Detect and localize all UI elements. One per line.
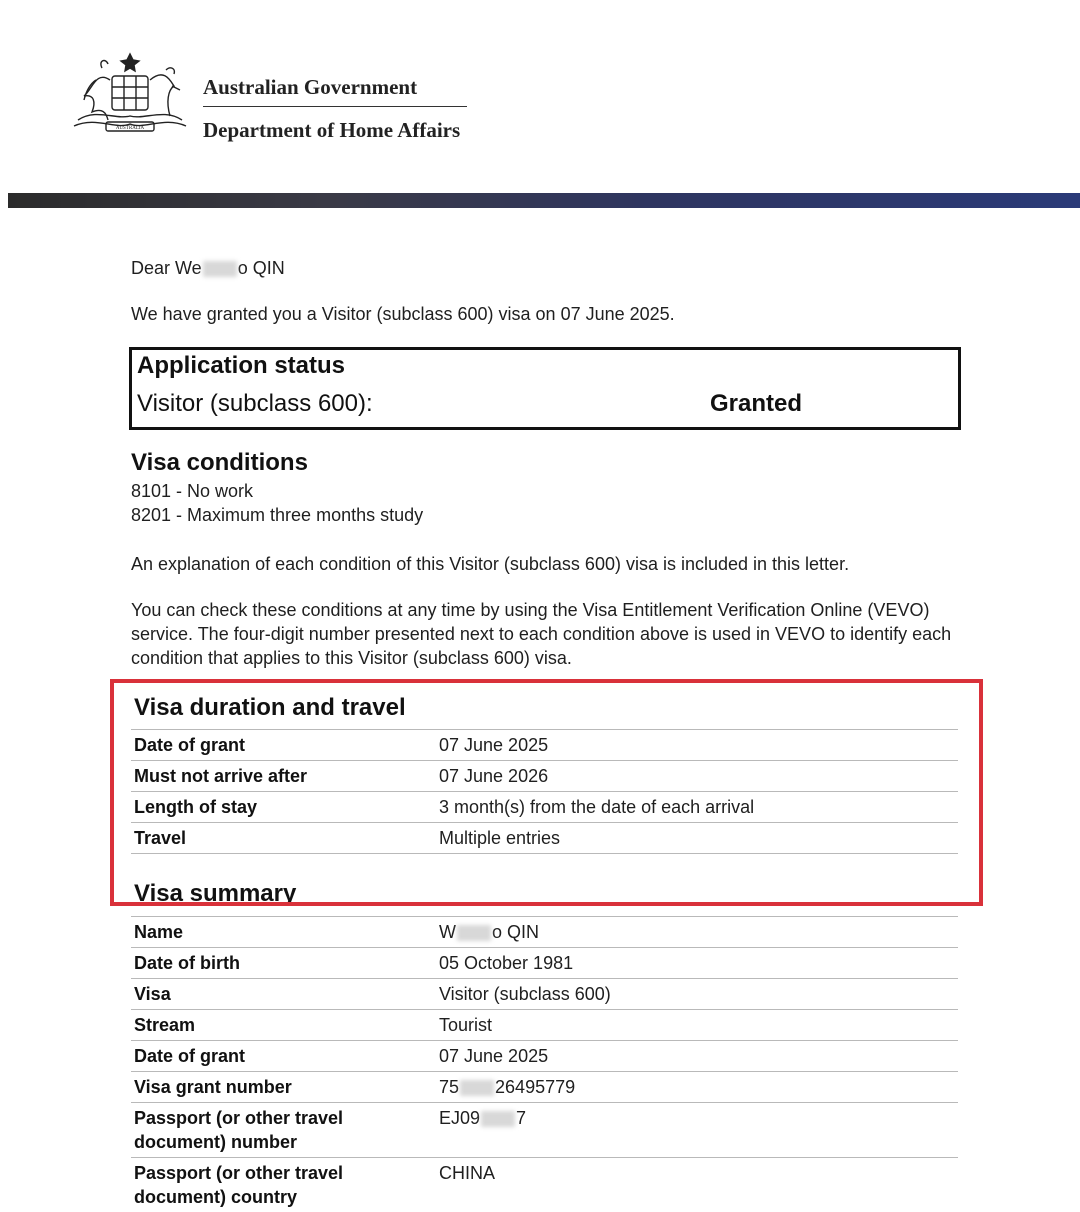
conditions-explanation: An explanation of each condition of this Visitor (subclass 600) visa is included in this letter. [131, 554, 850, 574]
row-label: Must not arrive after [134, 766, 308, 786]
grant-intro: We have granted you a Visitor (subclass 600) visa on 07 June 2025. [131, 304, 675, 324]
status-value: Granted [710, 390, 803, 417]
row-value [439, 1075, 575, 1099]
duration-heading: Visa duration and travel [134, 694, 406, 721]
table-row [131, 948, 958, 979]
greeting-start: Dear We [131, 258, 202, 278]
row-value: CHINA [439, 1163, 496, 1183]
row-label: Length of stay [134, 797, 258, 817]
row-label: Passport (or other travel document) number [134, 1108, 344, 1152]
greeting [131, 256, 285, 280]
highlight-box [110, 679, 983, 906]
row-value: Multiple entries [439, 828, 561, 848]
header-banner [8, 193, 1080, 208]
svg-text:AUSTRALIA: AUSTRALIA [115, 126, 145, 131]
status-title: Application status [137, 352, 346, 379]
coat-of-arms-logo [66, 50, 194, 142]
row-label: Stream [134, 1015, 196, 1035]
table-row [131, 1158, 958, 1212]
row-label: Name [134, 922, 184, 942]
redaction-blur [457, 925, 491, 941]
row-label: Visa [134, 984, 171, 1004]
condition-item: 8201 - Maximum three months study [131, 505, 424, 525]
summary-heading: Visa summary [134, 880, 297, 907]
value-end: 26495779 [495, 1077, 576, 1097]
row-value: 05 October 1981 [439, 953, 574, 973]
row-label: Date of grant [134, 1046, 246, 1066]
value-start: W [439, 922, 456, 942]
row-label: Visa grant number [134, 1077, 292, 1097]
row-value: 07 June 2025 [439, 1046, 549, 1066]
row-label: Travel [134, 828, 187, 848]
row-label: Passport (or other travel document) country [134, 1163, 344, 1207]
row-value: Visitor (subclass 600) [439, 984, 611, 1004]
table-row [131, 1010, 958, 1041]
redaction-blur [460, 1080, 494, 1096]
row-value: Tourist [439, 1015, 493, 1035]
row-label: Date of birth [134, 953, 240, 973]
government-name: Australian Government [203, 75, 418, 99]
row-value [439, 920, 539, 944]
application-status-box [129, 347, 961, 430]
condition-item: 8101 - No work [131, 481, 254, 501]
value-end: o QIN [492, 922, 540, 942]
row-label: Date of grant [134, 735, 246, 755]
summary-table [131, 880, 958, 1212]
vevo-note: You can check these conditions at any time by using the Visa Entitlement Verification Online (VEVO) service. The four-digit number presented next to each condition above is used in VEVO to identify each condition that applies to this Visitor (subclass 600) visa. [131, 600, 952, 668]
row-value: 3 month(s) from the date of each arrival [439, 797, 755, 817]
header-divider [203, 106, 467, 107]
table-row [131, 1072, 958, 1103]
row-value: 07 June 2026 [439, 766, 549, 786]
redaction-blur [203, 261, 237, 277]
department-name: Department of Home Affairs [203, 118, 461, 142]
table-row [131, 1103, 958, 1158]
value-start: 75 [439, 1077, 460, 1097]
redaction-blur [481, 1111, 515, 1127]
value-start: EJ09 [439, 1108, 481, 1128]
conditions-heading: Visa conditions [131, 449, 308, 476]
table-row [131, 979, 958, 1010]
table-row [131, 917, 958, 948]
row-value: 07 June 2025 [439, 735, 549, 755]
status-label: Visitor (subclass 600): [137, 390, 373, 417]
conditions-list [131, 479, 423, 527]
value-end: 7 [516, 1108, 527, 1128]
row-value [439, 1106, 526, 1130]
table-row [131, 1041, 958, 1072]
greeting-end: o QIN [237, 258, 285, 278]
